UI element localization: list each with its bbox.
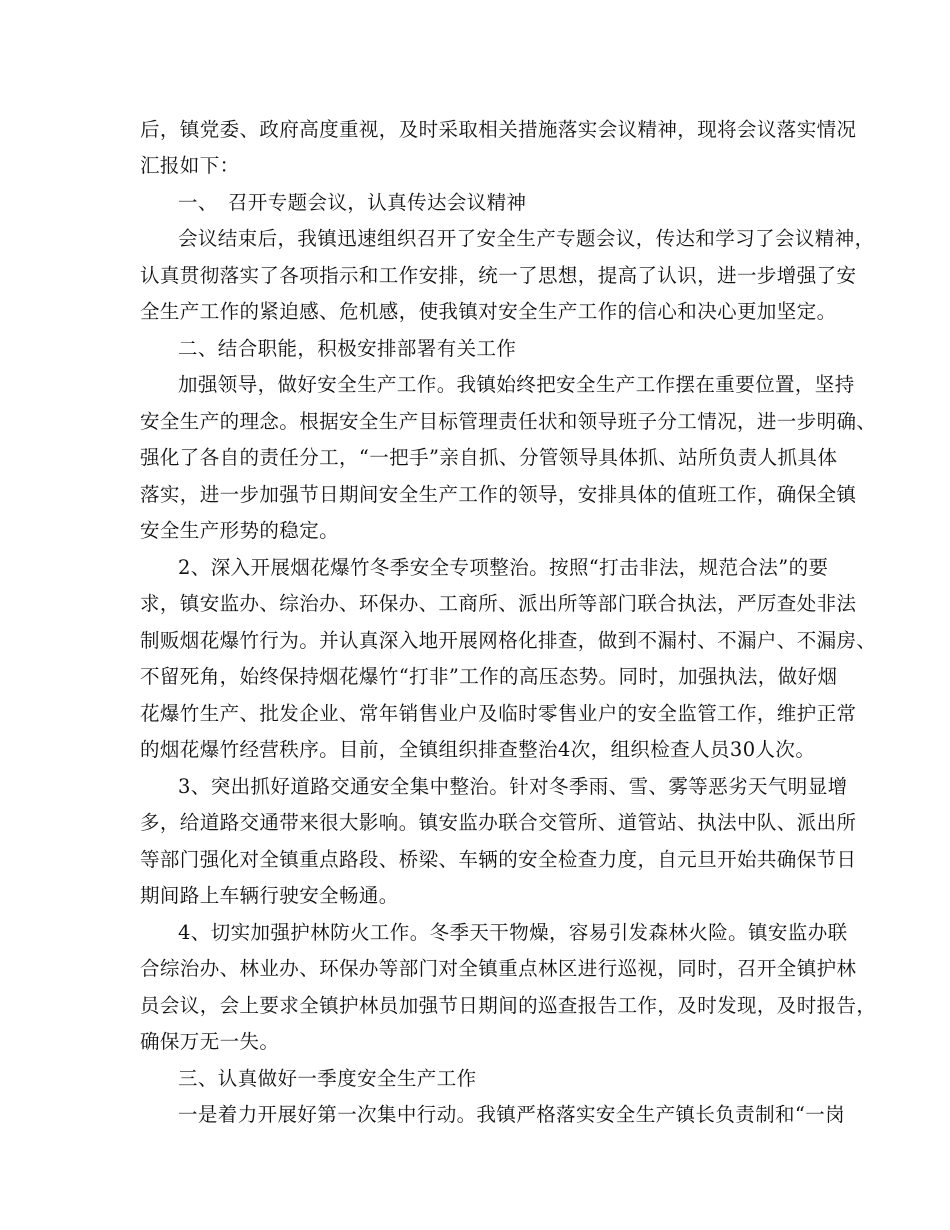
text-line: 制贩烟花爆竹行为。并认真深入地开展网格化排查，做到不漏村、不漏户、不漏房、 [140,629,877,652]
text-line: 2、深入开展烟花爆竹冬季安全专项整治。按照“打击非法，规范合法”的要 [178,556,829,579]
text-line: 汇报如下： [140,154,240,177]
text-line: 会议结束后，我镇迅速组织召开了安全生产专题会议，传达和学习了会议精神， [178,227,875,250]
text-line: 一是着力开展好第一次集中行动。我镇严格落实安全生产镇长负责制和“一岗 [178,1103,846,1126]
text-line: 后，镇党委、政府高度重视，及时采取相关措施落实会议精神，现将会议落实情况 [140,118,857,141]
text-line: 落实，进一步加强节日期间安全生产工作的领导，安排具体的值班工作，确保全镇 [140,483,857,506]
text-line: 确保万无一失。 [140,1030,280,1053]
text-line: 安全生产的理念。根据安全生产目标管理责任状和领导班子分工情况，进一步明确、 [140,410,877,433]
text-line: 员会议，会上要求全镇护林员加强节日期间的巡查报告工作，及时发现，及时报告， [140,994,877,1017]
text-line: 加强领导，做好安全生产工作。我镇始终把安全生产工作摆在重要位置，坚持 [178,373,855,396]
text-line: 多，给道路交通带来很大影响。镇安监办联合交管所、道管站、执法中队、派出所 [140,811,857,834]
text-line: 不留死角，始终保持烟花爆竹“打非”工作的高压态势。同时，加强执法，做好烟 [140,665,838,688]
text-line: 求，镇安监办、综治办、环保办、工商所、派出所等部门联合执法，严厉查处非法 [140,592,857,615]
text-line: 期间路上车辆行驶安全畅通。 [140,884,399,907]
text-line: 的烟花爆竹经营秩序。目前，全镇组织排查整治4次，组织检查人员30人次。 [140,738,816,761]
text-line: 3、突出抓好道路交通安全集中整治。针对冬季雨、雪、雾等恶劣天气明显增 [178,775,848,798]
text-line: 花爆竹生产、批发企业、常年销售业户及临时零售业户的安全监管工作，维护正常 [140,702,857,725]
text-line: 认真贯彻落实了各项指示和工作安排，统一了思想，提高了认识，进一步增强了安 [140,264,857,287]
text-line: 等部门强化对全镇重点路段、桥梁、车辆的安全检查力度，自元旦开始共确保节日 [140,848,857,871]
text-line: 合综治办、林业办、环保办等部门对全镇重点林区进行巡视，同时，召开全镇护林 [140,957,857,980]
section-heading: 一、 召开专题会议，认真传达会议精神 [178,191,527,214]
text-line: 4、切实加强护林防火工作。冬季天干物燥，容易引发森林火险。镇安监办联 [178,921,848,944]
section-heading: 三、认真做好一季度安全生产工作 [178,1067,477,1090]
text-line: 全生产工作的紧迫感、危机感，使我镇对安全生产工作的信心和决心更加坚定。 [140,300,837,323]
text-line: 强化了各自的责任分工，“一把手”亲自抓、分管领导具体抓、站所负责人抓具体 [140,446,838,469]
text-line: 安全生产形势的稳定。 [140,519,340,542]
section-heading: 二、结合职能，积极安排部署有关工作 [178,337,517,360]
